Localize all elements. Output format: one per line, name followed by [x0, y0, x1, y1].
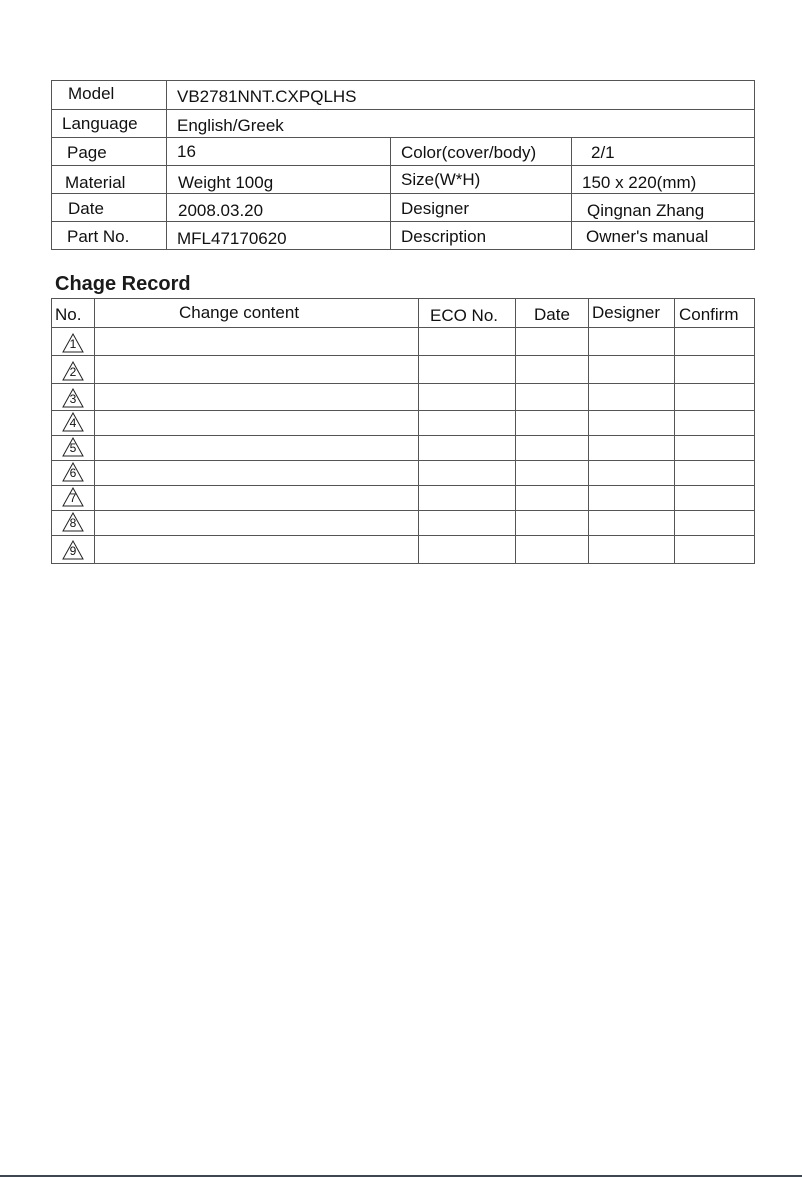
change-record-title: Chage Record [55, 273, 191, 295]
value-designer: Qingnan Zhang [587, 201, 705, 220]
row-divider [51, 510, 755, 511]
col-divider [588, 298, 589, 564]
revision-triangle-icon [62, 540, 84, 560]
revision-triangle-icon [62, 361, 84, 381]
col-header-eco-no: ECO No. [430, 306, 499, 325]
value-size: 150 x 220(mm) [582, 173, 697, 192]
revision-triangle-icon [62, 462, 84, 482]
revision-triangle-icon [62, 412, 84, 432]
revision-number: 8 [69, 516, 77, 530]
row-divider [51, 485, 755, 486]
col-divider [418, 298, 419, 564]
revision-triangle-icon [62, 437, 84, 457]
row-divider [51, 460, 755, 461]
col-divider [390, 137, 391, 250]
revision-number: 3 [69, 392, 77, 406]
table-border [51, 80, 755, 81]
label-part-no: Part No. [67, 227, 130, 246]
row-divider [51, 535, 755, 536]
label-material: Material [65, 173, 126, 192]
value-color: 2/1 [591, 143, 615, 162]
row-divider [51, 193, 755, 194]
col-header-no: No. [55, 305, 82, 324]
table-border [51, 249, 755, 250]
col-divider [515, 298, 516, 564]
row-divider [51, 221, 755, 222]
table-border [754, 298, 755, 564]
row-divider [51, 137, 755, 138]
label-description: Description [401, 227, 487, 246]
table-border [51, 298, 755, 299]
value-date: 2008.03.20 [178, 201, 264, 220]
row-divider [51, 355, 755, 356]
row-divider [51, 109, 755, 110]
col-divider [571, 137, 572, 250]
revision-number: 6 [69, 466, 77, 480]
value-model: VB2781NNT.CXPQLHS [177, 87, 357, 106]
col-divider [674, 298, 675, 564]
label-designer: Designer [401, 199, 470, 218]
value-material: Weight 100g [178, 173, 274, 192]
row-divider [51, 410, 755, 411]
revision-triangle-icon [62, 487, 84, 507]
row-divider [51, 165, 755, 166]
table-border [51, 563, 755, 564]
label-color: Color(cover/body) [401, 143, 537, 162]
revision-triangle-icon [62, 512, 84, 532]
col-header-designer: Designer [592, 303, 661, 322]
value-description: Owner's manual [586, 227, 709, 246]
col-header-date: Date [534, 305, 570, 324]
revision-number: 7 [69, 491, 77, 505]
label-language: Language [62, 114, 138, 133]
revision-number: 9 [69, 544, 77, 558]
revision-triangle-icon [62, 333, 84, 353]
col-divider [94, 298, 95, 564]
table-border [51, 80, 52, 250]
col-header-change-content: Change content [179, 303, 300, 322]
col-divider [166, 80, 167, 250]
label-date: Date [68, 199, 104, 218]
value-part-no: MFL47170620 [177, 229, 287, 248]
label-size: Size(W*H) [401, 170, 481, 189]
table-border [754, 80, 755, 250]
col-header-confirm: Confirm [679, 305, 739, 324]
value-language: English/Greek [177, 116, 284, 135]
revision-triangle-icon [62, 388, 84, 408]
revision-number: 5 [69, 441, 77, 455]
table-border [51, 298, 52, 564]
row-divider [51, 383, 755, 384]
label-page: Page [67, 143, 107, 162]
revision-number: 1 [69, 337, 77, 351]
row-divider [51, 327, 755, 328]
value-page: 16 [177, 142, 196, 161]
label-model: Model [68, 84, 115, 103]
revision-number: 4 [69, 416, 77, 430]
revision-number: 2 [69, 365, 77, 379]
row-divider [51, 435, 755, 436]
